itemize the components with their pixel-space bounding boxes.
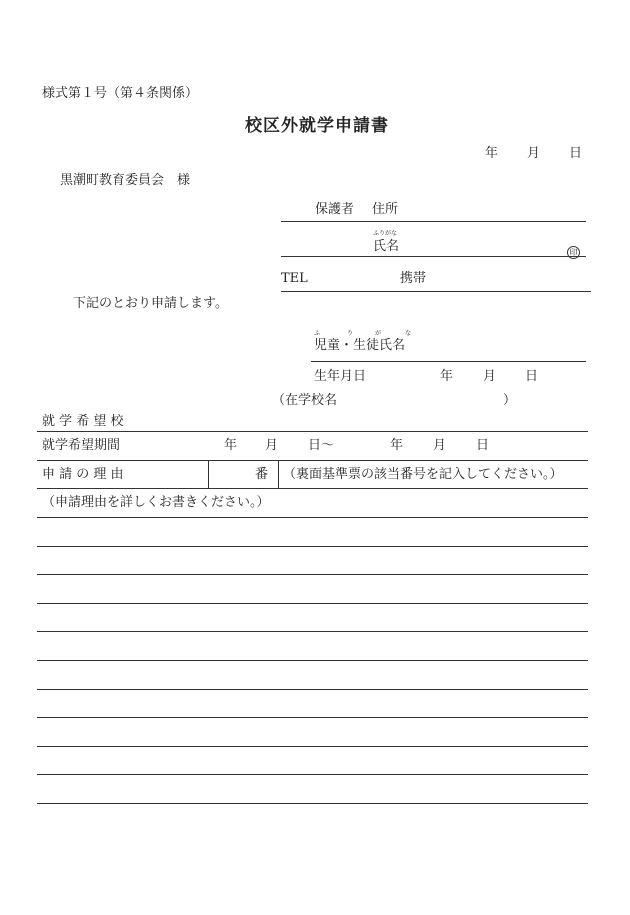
reason-divider-1: [208, 460, 209, 488]
guardian-furigana: ふりがな: [373, 230, 398, 237]
writing-line: [37, 660, 588, 661]
guardian-name-label: 氏名: [373, 239, 400, 254]
reason-number-label: 番: [255, 467, 269, 482]
address-underline: [281, 221, 586, 222]
period-label: 就学希望期間: [42, 438, 121, 453]
tel-underline: [281, 291, 591, 292]
child-name-label: 児童・生徒氏名: [314, 338, 406, 353]
addressee: 黒潮町教育委員会 様: [60, 173, 191, 188]
writing-line: [37, 717, 588, 718]
name-underline: [281, 256, 586, 257]
birth-label: 生年月日: [314, 369, 367, 384]
date-month-label: 月: [527, 146, 541, 161]
birth-month-label: 月: [483, 369, 497, 384]
child-ruby-1: ふ: [314, 330, 321, 337]
tel-label: TEL: [281, 271, 308, 286]
child-name-underline: [311, 361, 586, 362]
reason-divider-2: [278, 460, 279, 488]
guardian-label: 保護者: [315, 202, 355, 217]
writing-line: [37, 631, 588, 632]
guardian-address-label: 住所: [372, 202, 399, 217]
birth-year-label: 年: [440, 369, 454, 384]
desired-school-label: 就 学 希 望 校: [42, 414, 124, 429]
writing-line: [37, 546, 588, 547]
school-close-paren: ）: [503, 393, 517, 408]
child-ruby-2: り: [347, 330, 354, 337]
reason-label: 申 請 の 理 由: [42, 467, 124, 482]
date-year-label: 年: [485, 146, 499, 161]
period-from-month: 月: [265, 438, 279, 453]
table-line-1: [37, 431, 588, 432]
period-to-month: 月: [433, 438, 447, 453]
date-day-label: 日: [569, 146, 583, 161]
mobile-label: 携帯: [400, 271, 427, 286]
request-text: 下記のとおり申請します。: [73, 296, 228, 311]
period-from-year: 年: [224, 438, 238, 453]
table-line-2: [37, 460, 588, 461]
seal-mark: 印: [567, 246, 580, 259]
page-title: 校区外就学申請書: [245, 116, 389, 136]
writing-line: [37, 774, 588, 775]
child-ruby-3: が: [375, 330, 382, 337]
writing-line: [37, 746, 588, 747]
period-to-day: 日: [476, 438, 490, 453]
period-from-day: 日～: [308, 438, 335, 453]
writing-line: [37, 803, 588, 804]
table-line-3: [37, 488, 588, 489]
writing-line: [37, 574, 588, 575]
birth-day-label: 日: [525, 369, 539, 384]
writing-line: [37, 603, 588, 604]
school-label: （在学校名: [272, 393, 338, 408]
form-number-label: 様式第１号（第４条関係）: [42, 86, 199, 101]
reason-note: （裏面基準票の該当番号を記入してください。）: [283, 467, 563, 482]
child-ruby-4: な: [405, 330, 412, 337]
writing-line: [37, 689, 588, 690]
writing-line: [37, 517, 588, 518]
detail-note: （申請理由を詳しくお書きください。）: [42, 495, 270, 510]
period-to-year: 年: [390, 438, 404, 453]
